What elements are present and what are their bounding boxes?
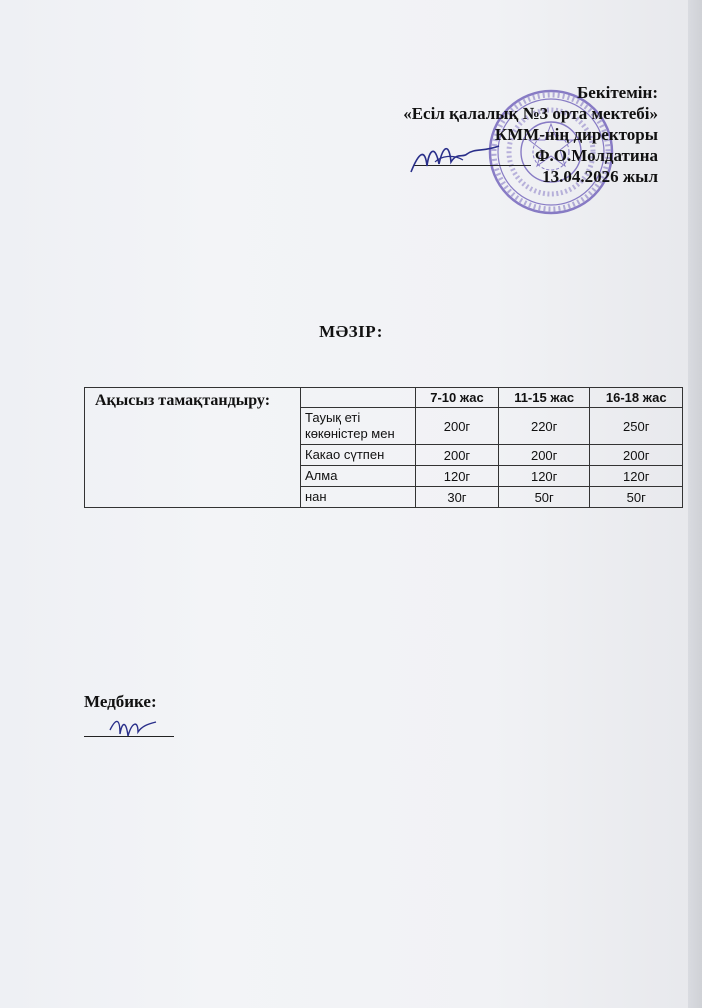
nurse-signature-line <box>84 736 174 737</box>
portion-value: 220г <box>498 408 590 445</box>
portion-value: 50г <box>498 487 590 508</box>
portion-value: 120г <box>590 466 683 487</box>
portion-value: 200г <box>416 445 499 466</box>
portion-value: 200г <box>416 408 499 445</box>
portion-value: 120г <box>416 466 499 487</box>
food-item: Алма <box>301 466 416 487</box>
age-header: 7-10 жас <box>416 388 499 408</box>
director-signature <box>405 132 505 182</box>
portion-value: 30г <box>416 487 499 508</box>
table-header-row <box>85 388 683 408</box>
portion-value: 50г <box>590 487 683 508</box>
school-name: «Есіл қалалық №3 орта мектебі» <box>403 104 658 123</box>
director-name: Ф.О.Молдатина <box>534 146 658 165</box>
menu-table <box>84 387 683 508</box>
food-item: Какао сүтпен <box>301 445 416 466</box>
portion-value: 200г <box>590 445 683 466</box>
director-position: КММ-нің директоры <box>494 125 658 144</box>
nurse-signature <box>108 712 158 744</box>
portion-value: 120г <box>498 466 590 487</box>
nurse-label: Медбике: <box>84 692 157 711</box>
page-title: МӘЗІР: <box>319 322 383 341</box>
age-header: 16-18 жас <box>590 388 683 408</box>
food-item: нан <box>301 487 416 508</box>
approval-date: 13.04.2026 жыл <box>542 167 658 186</box>
page-edge-shadow <box>688 0 702 1008</box>
food-item: Тауық еті көкөністер мен <box>301 408 416 445</box>
portion-value: 200г <box>498 445 590 466</box>
portion-value: 250г <box>590 408 683 445</box>
age-header: 11-15 жас <box>498 388 590 408</box>
table-header-empty <box>301 388 416 408</box>
approval-heading: Бекітемін: <box>577 83 658 102</box>
section-label: Ақысыз тамақтандыру: <box>85 388 301 508</box>
